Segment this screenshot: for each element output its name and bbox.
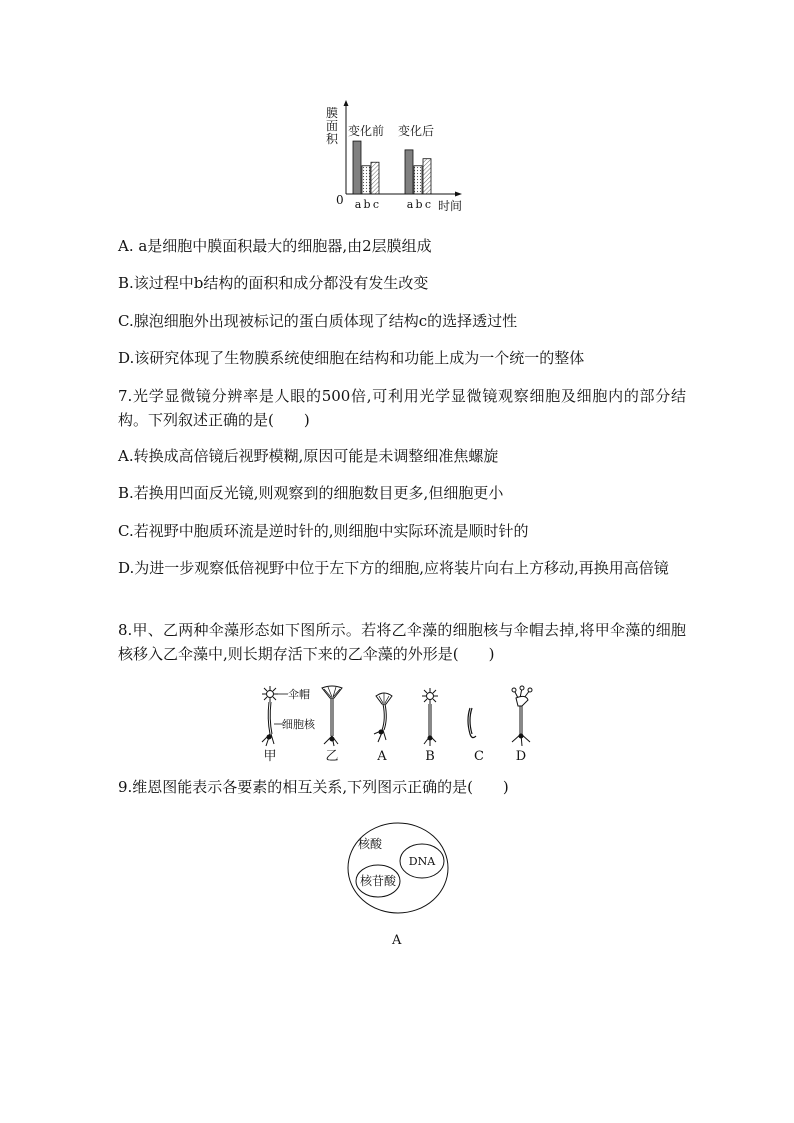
after-label: 变化后 — [397, 124, 435, 138]
q7-option-a: A.转换成高倍镜后视野模糊,原因可能是未调整细准焦螺旋 — [118, 447, 499, 465]
bar-letter-after-b: b — [415, 198, 423, 211]
label-yi: 乙 — [325, 749, 339, 764]
label-a: A — [377, 749, 387, 764]
q8-stem: 8.甲、乙两种伞藻形态如下图所示。若将乙伞藻的细胞核与伞帽去掉,将甲伞藻的细胞核移入乙伞藻中,则长期存活下来的乙伞藻的外形是( ) — [118, 621, 686, 663]
venn-nucleotide-label: 核苷酸 — [359, 874, 397, 888]
x-axis-arrow — [455, 192, 462, 197]
acetabularia-figure — [250, 684, 540, 764]
origin-label: 0 — [336, 193, 344, 207]
q7-stem: 7.光学显微镜分辨率是人眼的500倍,可利用光学显微镜观察细胞及细胞内的部分结构。下列叙述正确的是( ) — [118, 387, 686, 429]
alga-option-a — [374, 693, 392, 742]
bar-before-c — [371, 162, 379, 194]
membrane-area-chart — [320, 100, 470, 216]
q7-option-d: D.为进一步观察低倍视野中位于左下方的细胞,应将装片向右上方移动,再换用高倍镜 — [118, 559, 669, 577]
venn-outer-label: 核酸 — [358, 837, 383, 851]
bar-letter-before-c: c — [372, 198, 380, 211]
before-label: 变化前 — [347, 124, 385, 138]
bar-letter-after-a: a — [406, 198, 414, 211]
y-axis-label-2: 面 — [325, 119, 339, 133]
bar-after-a — [405, 150, 413, 194]
alga-yi — [322, 686, 342, 746]
alga-option-b — [422, 688, 438, 746]
q6-option-a: A. a是细胞中膜面积最大的细胞器,由2层膜组成 — [118, 237, 432, 255]
y-axis-label-1: 膜 — [325, 106, 339, 120]
q9-stem: 9.维恩图能表示各要素的相互关系,下列图示正确的是( ) — [118, 778, 509, 796]
bar-after-b — [414, 166, 422, 194]
label-jia: 甲 — [263, 749, 277, 764]
label-b: B — [425, 749, 435, 764]
q6-option-c: C.腺泡细胞外出现被标记的蛋白质体现了结构c的选择透过性 — [118, 312, 518, 330]
venn-dna-label: DNA — [408, 855, 436, 868]
alga-jia — [262, 686, 288, 746]
y-axis-arrow — [344, 100, 349, 106]
q7-option-c: C.若视野中胞质环流是逆时针的,则细胞中实际环流是顺时针的 — [118, 522, 529, 540]
bar-after-c — [423, 159, 431, 194]
bar-letter-before-b: b — [363, 198, 371, 211]
alga-option-c — [468, 708, 476, 738]
label-d: D — [515, 749, 527, 764]
q7-option-b: B.若换用凹面反光镜,则观察到的细胞数目更多,但细胞更小 — [118, 484, 504, 502]
q6-option-b: B.该过程中b结构的面积和成分都没有发生改变 — [118, 274, 429, 292]
y-axis-label-3: 积 — [325, 132, 339, 146]
bar-before-b — [362, 166, 370, 194]
alga-option-d — [512, 686, 532, 746]
nucleus-label: 细胞核 — [282, 718, 315, 731]
q6-option-d: D.该研究体现了生物膜系统使细胞在结构和功能上成为一个统一的整体 — [118, 349, 585, 367]
bar-letter-before-a: a — [354, 198, 362, 211]
cap-label: 伞帽 — [288, 688, 310, 701]
label-c: C — [474, 749, 484, 764]
bar-letter-after-c: c — [424, 198, 432, 211]
venn-caption: A — [392, 933, 402, 948]
x-axis-label: 时间 — [437, 199, 463, 213]
venn-diagram — [340, 818, 460, 918]
bar-before-a — [353, 141, 361, 194]
